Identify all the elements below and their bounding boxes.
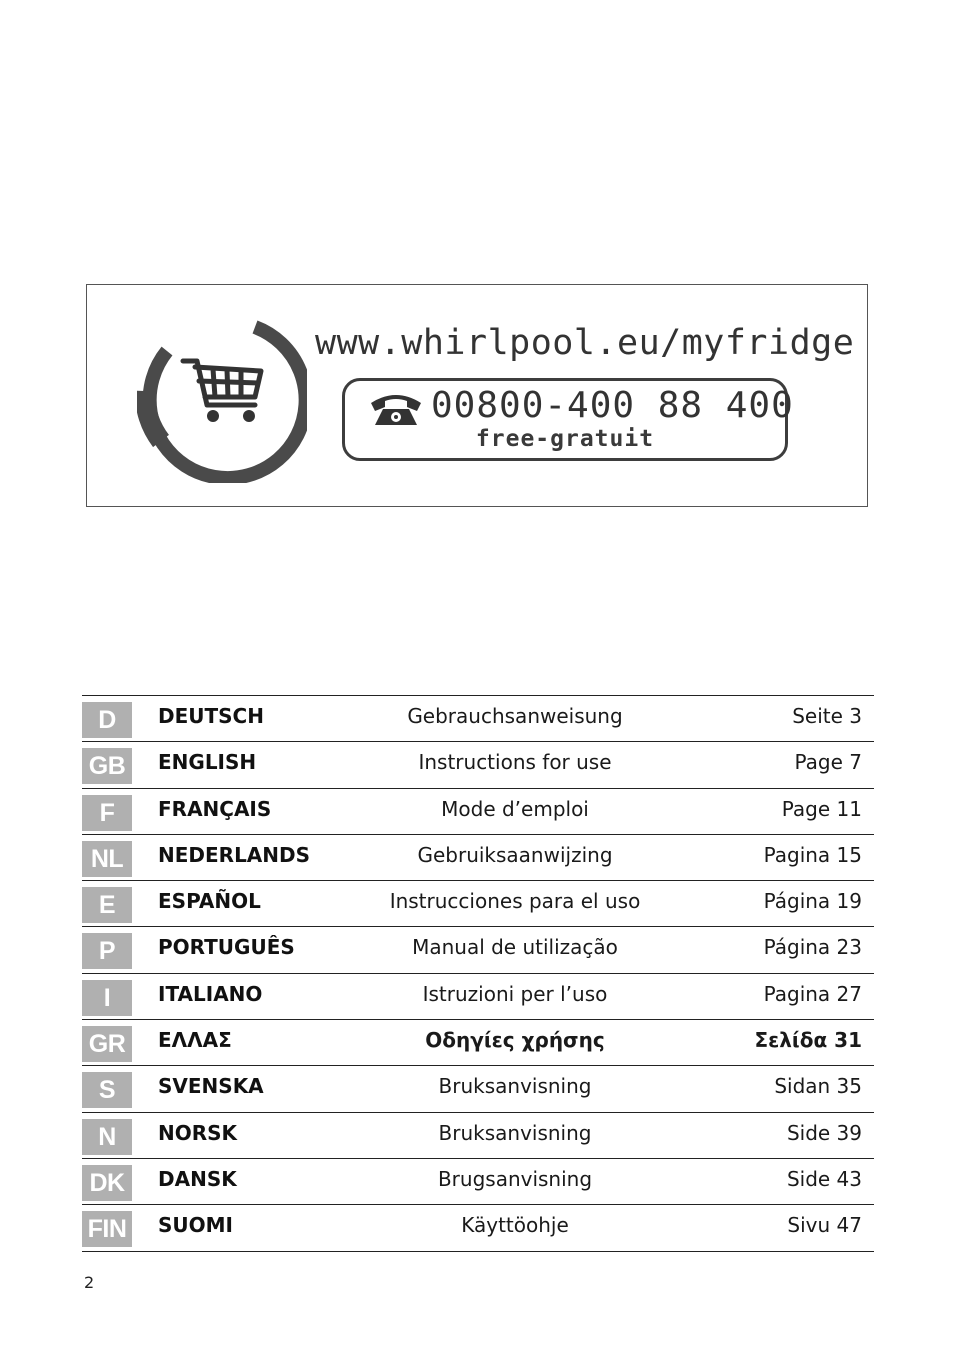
language-name: PORTUGUÊS bbox=[158, 935, 295, 960]
page-reference[interactable]: Pagina 15 bbox=[763, 842, 862, 867]
language-name: NORSK bbox=[158, 1120, 238, 1145]
manual-title: Οδηγίες χρήσης bbox=[425, 1028, 605, 1053]
language-name: ENGLISH bbox=[158, 750, 257, 775]
phone-number[interactable]: 00800-400 88 400 bbox=[431, 385, 794, 426]
page-reference[interactable]: Seite 3 bbox=[792, 704, 862, 728]
language-code-badge: E bbox=[82, 887, 132, 923]
page-reference[interactable]: Sidan 35 bbox=[774, 1074, 862, 1099]
page-reference[interactable]: Side 43 bbox=[786, 1166, 862, 1191]
manual-title: Gebrauchsanweisung bbox=[407, 704, 623, 728]
manual-title: Manual de utilização bbox=[412, 935, 618, 960]
manual-title: Istruzioni per l’uso bbox=[422, 981, 608, 1006]
phone-box bbox=[342, 378, 794, 461]
telephone-icon bbox=[367, 389, 425, 429]
table-row[interactable] bbox=[82, 1065, 874, 1111]
language-name: DANSK bbox=[158, 1166, 237, 1191]
table-row[interactable] bbox=[82, 973, 874, 1019]
language-name: ΕΛΛΑΣ bbox=[158, 1028, 232, 1053]
language-name: DEUTSCH bbox=[158, 704, 264, 728]
manual-title: Käyttöohje bbox=[461, 1213, 569, 1238]
table-row[interactable] bbox=[82, 1158, 874, 1204]
website-url[interactable]: www.whirlpool.eu/myfridge bbox=[315, 323, 855, 363]
page-reference[interactable]: Página 19 bbox=[763, 889, 862, 914]
table-row[interactable] bbox=[82, 788, 874, 834]
table-row[interactable] bbox=[82, 741, 874, 787]
manual-title: Instrucciones para el uso bbox=[389, 889, 641, 914]
language-code-badge: N bbox=[82, 1119, 132, 1155]
page-reference[interactable]: Σελίδα 31 bbox=[754, 1028, 862, 1053]
language-name: ITALIANO bbox=[158, 981, 263, 1006]
page-reference[interactable]: Side 39 bbox=[786, 1120, 862, 1145]
manual-title: Brugsanvisning bbox=[437, 1166, 593, 1191]
language-name: SVENSKA bbox=[158, 1074, 264, 1099]
manual-title: Bruksanvisning bbox=[438, 1120, 592, 1145]
language-code-badge: FIN bbox=[82, 1211, 132, 1247]
language-name: NEDERLANDS bbox=[158, 842, 311, 867]
language-name: SUOMI bbox=[158, 1213, 233, 1238]
shopping-cart-icon bbox=[137, 313, 307, 483]
language-code-badge: I bbox=[82, 980, 132, 1016]
table-row[interactable] bbox=[82, 926, 874, 972]
language-table bbox=[82, 695, 874, 1252]
manual-title: Mode d’emploi bbox=[441, 796, 589, 821]
language-name: ESPAÑOL bbox=[158, 889, 261, 914]
page-number: 2 bbox=[84, 1273, 95, 1292]
table-row[interactable] bbox=[82, 834, 874, 880]
language-code-badge: NL bbox=[82, 841, 132, 877]
language-code-badge: GR bbox=[82, 1026, 132, 1062]
table-row[interactable] bbox=[82, 1112, 874, 1158]
language-code-badge: GB bbox=[82, 748, 132, 784]
language-code-badge: P bbox=[82, 933, 132, 969]
manual-title: Gebruiksaanwijzing bbox=[417, 842, 613, 867]
table-row[interactable] bbox=[82, 695, 874, 741]
language-code-badge: DK bbox=[82, 1165, 132, 1201]
manual-title: Instructions for use bbox=[418, 750, 612, 775]
language-code-badge: F bbox=[82, 795, 132, 831]
language-code-badge: S bbox=[82, 1072, 132, 1108]
page-reference[interactable]: Page 11 bbox=[781, 796, 862, 821]
language-code-badge: D bbox=[82, 702, 132, 738]
page-reference[interactable]: Pagina 27 bbox=[763, 981, 862, 1006]
page-reference[interactable]: Sivu 47 bbox=[787, 1213, 862, 1238]
manual-title: Bruksanvisning bbox=[438, 1074, 592, 1099]
free-label: free-gratuit bbox=[475, 426, 655, 452]
table-row[interactable] bbox=[82, 1204, 874, 1251]
language-name: FRANÇAIS bbox=[158, 796, 272, 821]
promo-box bbox=[86, 284, 868, 507]
page-reference[interactable]: Page 7 bbox=[794, 750, 862, 775]
page-reference[interactable]: Página 23 bbox=[763, 935, 862, 960]
table-row[interactable] bbox=[82, 880, 874, 926]
table-row[interactable] bbox=[82, 1019, 874, 1065]
